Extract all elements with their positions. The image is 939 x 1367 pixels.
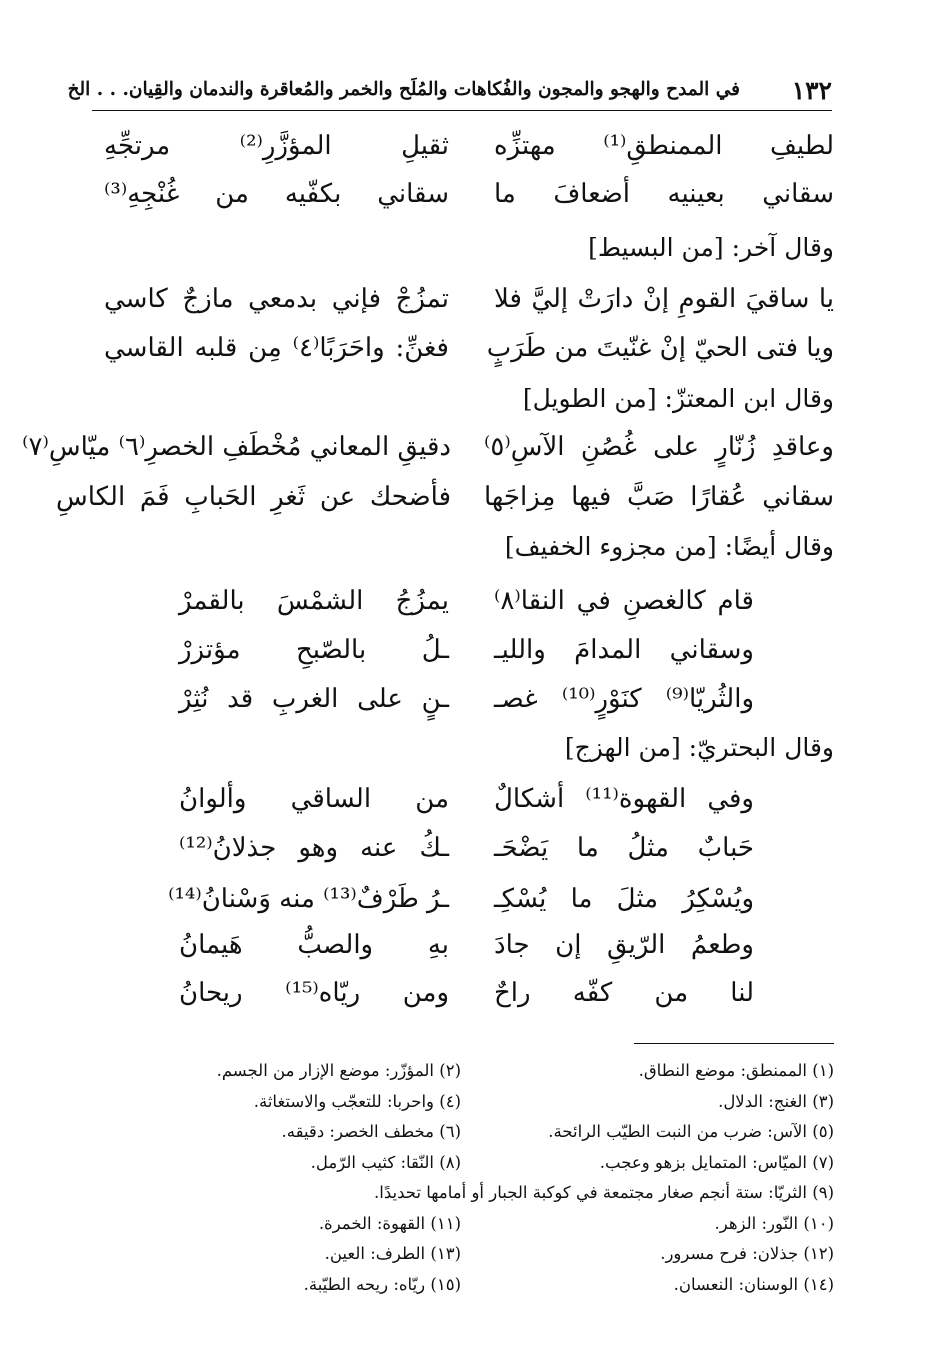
footnote: (١٥) ريّاه: ريحه الطيّبة. — [303, 1275, 461, 1294]
footnote: (٩) الثريّا: ستة أنجم صغار مجتمعة في كوكبة الجبار أو أمامها تحديدًا. — [374, 1183, 834, 1202]
verse-second-hemistich: بهِ والصبُّ هَيمانُ — [179, 930, 449, 960]
footnote: (٣) الغنج: الدلال. — [718, 1092, 834, 1111]
verse-first-hemistich: وعاقدِ زُنّارٍ على غُصُنِ الآسِ⁽٥⁾ — [484, 432, 834, 462]
verse-second-hemistich: يمزُجُ الشمْسَ بالقمرْ — [179, 586, 449, 616]
verse-first-hemistich: والثُريّا⁽⁹⁾ كنَوْرٍ⁽¹⁰⁾ غصـ — [494, 684, 754, 714]
footnote: (٥) الآس: ضرب من النبت الطيّب الرائحة. — [548, 1122, 834, 1141]
verse-second-hemistich: ـرُ طَرْفٌ⁽¹³⁾ منه وَسْنانُ⁽¹⁴⁾ — [168, 884, 449, 914]
verse-second-hemistich: فغنِّ: واحَرَبًا⁽٤⁾ مِن قلبه القاسي — [104, 333, 449, 363]
footnote: (٢) المؤزّر: موضع الإزار من الجسم. — [216, 1061, 461, 1080]
poem-intro: وقال آخر: [من البسيط] — [588, 233, 834, 262]
running-title: في المدح والهجو والمجون والفُكاهات والمُلَح والخمر والمُعاقرة والندمان والقِيان. . . الخ — [67, 79, 740, 100]
footnote: (٧) الميّاس: المتمايل بزهو وعجب. — [599, 1153, 834, 1172]
footnote: (١٣) الطرف: العين. — [324, 1244, 461, 1263]
page-header — [67, 76, 832, 111]
poem-intro: وقال البحتريّ: [من الهزج] — [564, 733, 834, 762]
verse-second-hemistich: سقاني بكفّيه من غُنْجِهِ⁽³⁾ — [104, 179, 449, 209]
poem-intro: وقال أيضًا: [من مجزوء الخفيف] — [504, 532, 834, 561]
footnote-separator — [634, 1043, 834, 1044]
footnote: (٤) واحربا: للتعجّب والاستغاثة. — [253, 1092, 461, 1111]
verse-second-hemistich: ثقيلِ المؤزَّرِ⁽²⁾ مرتجِّهِ — [104, 131, 449, 161]
verse-second-hemistich: تمزُجْ فإني بدمعي مازجٌ كاسي — [104, 284, 449, 314]
footnote: (٦) مخطف الخصر: دقيقه. — [281, 1122, 461, 1141]
poem-intro: وقال ابن المعتزّ: [من الطويل] — [522, 384, 834, 413]
footnote: (١١) القهوة: الخمرة. — [318, 1214, 461, 1233]
footnote: (١) الممنطق: موضع النطاق. — [638, 1061, 834, 1080]
verse-first-hemistich: يا ساقيَ القومِ إنْ دارَتْ إليَّ فلا — [494, 284, 834, 314]
verse-first-hemistich: لطيفِ الممنطقِ⁽¹⁾ مهتزِّه — [494, 131, 834, 161]
page-number: ١٣٢ — [791, 76, 832, 105]
verse-first-hemistich: سقاني بعينيه أضعافَ ما — [494, 179, 834, 209]
verse-second-hemistich: ـنٍ على الغربِ قد نُثِرْ — [179, 684, 449, 714]
verse-first-hemistich: لنا من كفّه راحٌ — [494, 978, 754, 1008]
verse-second-hemistich: فأضحك عن ثَغرِ الحَبابِ فَمَ الكاسِ — [56, 482, 451, 512]
verse-second-hemistich: دقيقِ المعاني مُخْطَفِ الخصرِ⁽٦⁾ ميّاسِ⁽٧⁾ — [22, 432, 451, 462]
verse-first-hemistich: ويا فتى الحيّ إنْ غنّيتَ من طَرَبٍ — [486, 333, 834, 363]
footnote: (١٠) النّور: الزهر. — [714, 1214, 834, 1233]
verse-first-hemistich: وفي القهوة⁽¹¹⁾ أشكالٌ — [494, 784, 754, 814]
verse-first-hemistich: وسقاني المدامَ والليـ — [494, 635, 754, 665]
verse-first-hemistich: وطعمُ الرّيقِ إن جادَ — [494, 930, 754, 960]
verse-second-hemistich: ـكُ عنه وهو جذلانُ⁽¹²⁾ — [179, 833, 449, 863]
verse-second-hemistich: ومن ريّاه⁽¹⁵⁾ ريحانُ — [179, 978, 449, 1008]
footnote: (٨) النّقا: كثيب الرّمل. — [310, 1153, 461, 1172]
footnote: (١٤) الوسنان: النعسان. — [673, 1275, 834, 1294]
verse-first-hemistich: سقاني عُقارًا صَبَّ فيها مِزاجَها — [484, 482, 834, 512]
verse-first-hemistich: قام كالغصنِ في النقا⁽٨⁾ — [494, 586, 754, 616]
footnote: (١٢) جذلان: فرح مسرور. — [660, 1244, 834, 1263]
verse-second-hemistich: ـلُ بالصّبحِ مؤتزرْ — [179, 635, 449, 665]
verse-first-hemistich: ويُسْكِرُ مثلَ ما يُسْكِـ — [494, 884, 754, 914]
verse-second-hemistich: من الساقي وألوانُ — [179, 784, 449, 814]
verse-first-hemistich: حَبابٌ مثلُ ما يَضْحَـ — [494, 833, 754, 863]
